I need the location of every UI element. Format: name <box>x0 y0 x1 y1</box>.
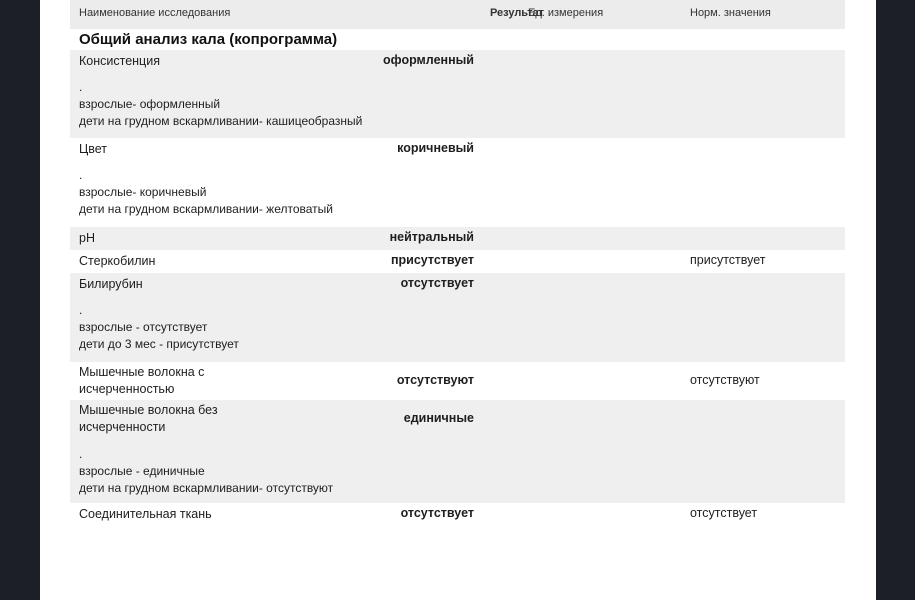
note-line: взрослые- коричневый <box>79 185 207 199</box>
report-page <box>40 0 876 600</box>
row-name: pH <box>79 231 95 245</box>
row-norm: отсутствуют <box>690 373 760 387</box>
note-line: дети на грудном вскармливании- желтоватый <box>79 202 333 216</box>
row-notes <box>79 79 362 130</box>
row-norm: отсутствует <box>690 506 758 520</box>
table-row <box>70 400 845 503</box>
note-line: взрослые- оформленный <box>79 97 221 111</box>
row-notes <box>79 302 239 353</box>
results-table <box>70 0 845 527</box>
table-row <box>70 273 845 362</box>
row-notes <box>79 167 333 218</box>
row-result: оформленный <box>383 53 474 67</box>
header-norm: Норм. значения <box>690 7 771 19</box>
note-dot: . <box>79 80 83 94</box>
row-name: Консистенция <box>79 54 160 68</box>
row-norm: присутствует <box>690 253 766 267</box>
table-header <box>70 0 845 29</box>
table-row <box>70 50 845 138</box>
row-result: коричневый <box>397 141 474 155</box>
row-name: Стеркобилин <box>79 254 156 268</box>
row-result: отсутствует <box>400 276 474 290</box>
row-name: Билирубин <box>79 277 143 291</box>
row-notes <box>79 446 333 497</box>
row-name: Мышечные волокна с исчерченностью <box>79 365 205 396</box>
header-unit: Ед. измерения <box>528 7 604 19</box>
note-line: дети на грудном вскармливании- кашицеобразный <box>79 114 363 128</box>
note-dot: . <box>79 168 83 182</box>
note-line: взрослые - отсутствует <box>79 320 208 334</box>
note-dot: . <box>79 447 83 461</box>
table-row <box>70 362 845 400</box>
note-line: взрослые - единичные <box>79 464 205 478</box>
header-result: Результат <box>489 7 544 19</box>
row-name: Мышечные волокна без исчерченности <box>79 403 218 434</box>
header-name: Наименование исследования <box>79 7 231 19</box>
row-result: присутствует <box>390 253 474 267</box>
row-result: отсутствуют <box>396 373 474 387</box>
table-row <box>70 503 845 527</box>
table-row <box>70 138 845 227</box>
row-result: нейтральный <box>389 230 474 244</box>
note-line: дети до 3 мес - присутствует <box>79 337 239 351</box>
row-result: единичные <box>403 411 474 425</box>
note-dot: . <box>79 303 83 317</box>
section-title: Общий анализ кала (копрограмма) <box>79 31 338 48</box>
row-result: отсутствует <box>400 506 474 520</box>
table-row <box>70 227 845 250</box>
row-name: Цвет <box>79 142 108 156</box>
note-line: дети на грудном вскармливании- отсутствуют <box>79 481 334 495</box>
row-name: Соединительная ткань <box>79 507 212 521</box>
table-row <box>70 250 845 273</box>
